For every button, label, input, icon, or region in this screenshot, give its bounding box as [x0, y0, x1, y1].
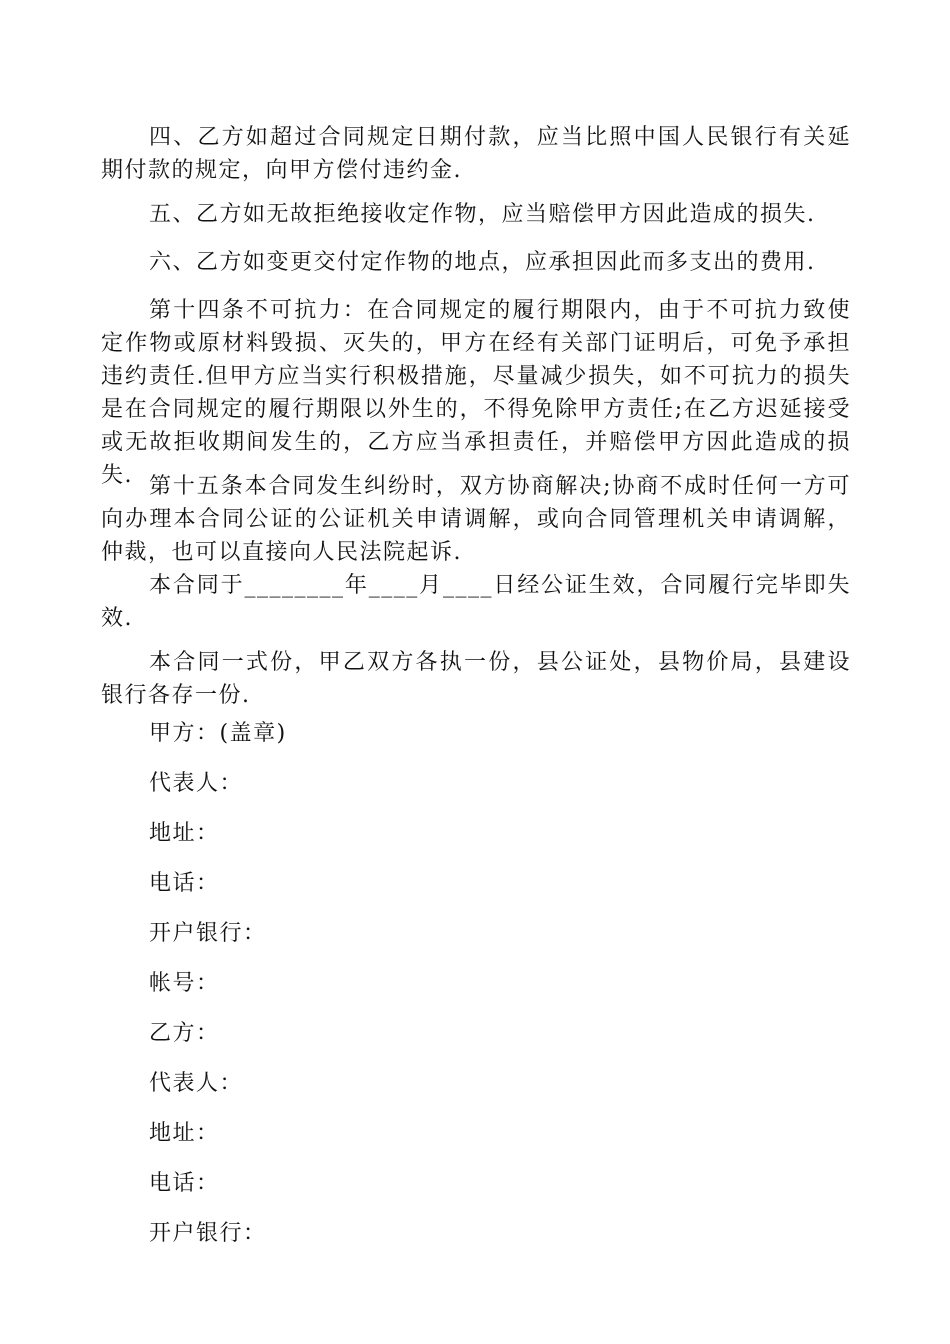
party-a-phone: 电话：: [149, 871, 220, 896]
party-a-title: 甲方：(盖章): [149, 721, 287, 746]
party-a-bank: 开户银行：: [149, 921, 267, 946]
clause-copies: 本合同一式份，甲乙双方各执一份，县公证处，县物价局，县建设银行各存一份.: [101, 650, 851, 708]
party-b-address: 地址：: [149, 1121, 220, 1146]
party-a-representative: 代表人：: [149, 771, 244, 796]
clause-late-payment: 四、乙方如超过合同规定日期付款，应当比照中国人民银行有关延期付款的规定，向甲方偿付违约金.: [101, 125, 851, 183]
clause-refusal-of-goods: 五、乙方如无故拒绝接收定作物，应当赔偿甲方因此造成的损失.: [149, 202, 816, 227]
clause-change-of-delivery: 六、乙方如变更交付定作物的地点，应承担因此而多支出的费用.: [149, 250, 816, 275]
article-15-disputes: 第十五条本合同发生纠纷时，双方协商解决;协商不成时任何一方可向办理本合同公证的公证机关申请调解，或向合同管理机关申请调解，仲裁，也可以直接向人民法院起诉.: [101, 474, 851, 565]
party-a-account: 帐号：: [149, 971, 220, 996]
party-b-title: 乙方：: [149, 1021, 220, 1046]
party-b-representative: 代表人：: [149, 1071, 244, 1096]
party-b-bank: 开户银行：: [149, 1221, 267, 1246]
party-a-address: 地址：: [149, 821, 220, 846]
clause-effective-date: 本合同于________年____月____日经公证生效，合同履行完毕即失效.: [101, 573, 851, 631]
article-14-force-majeure: 第十四条不可抗力：在合同规定的履行期限内，由于不可抗力致使定作物或原材料毁损、灭失的，甲方在经有关部门证明后，可免予承担违约责任.但甲方应当实行积极措施，尽量减少损失，如不可抗力的损失是在合同规定的履行期限以外生的，不得免除甲方责任;在乙方迟延接受或无故拒收期间发生的，乙方应当承担责任，并赔偿甲方因此造成的损失.: [101, 298, 851, 488]
party-b-phone: 电话：: [149, 1171, 220, 1196]
